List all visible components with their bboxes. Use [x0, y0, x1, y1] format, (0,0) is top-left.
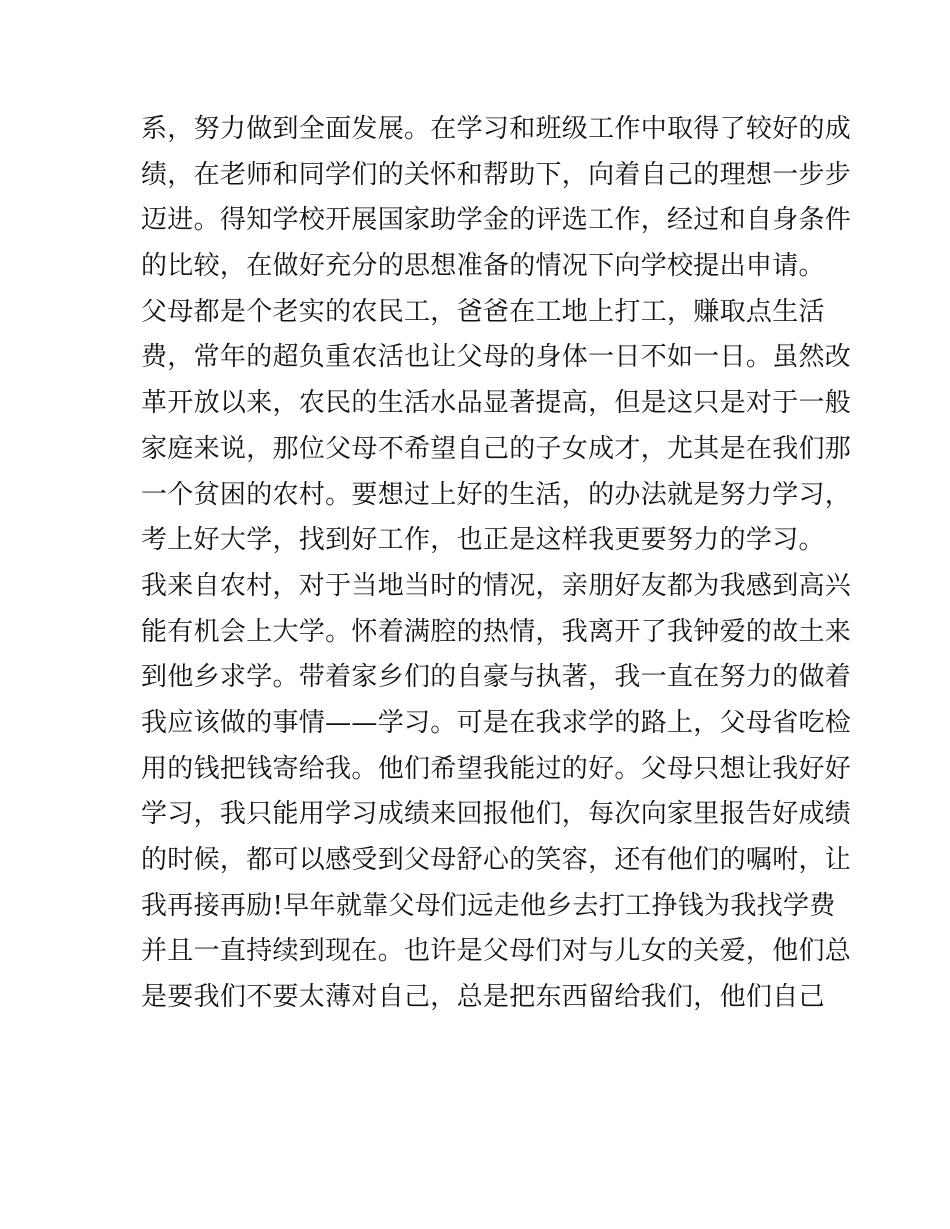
text-line: 一个贫困的农村。要想过上好的生活，的办法就是努力学习， — [141, 479, 852, 510]
text-line: 并且一直持续到现在。也许是父母们对与儿女的关爱，他们总 — [141, 936, 852, 967]
text-line: 家庭来说，那位父母不希望自己的子女成才，尤其是在我们那 — [141, 433, 852, 464]
text-line: 父母都是个老实的农民工，爸爸在工地上打工，赚取点生活 — [141, 296, 825, 327]
text-line: 迈进。得知学校开展国家助学金的评选工作，经过和自身条件 — [141, 205, 852, 236]
text-line: 系，努力做到全面发展。在学习和班级工作中取得了较好的成 — [141, 114, 852, 144]
text-line: 我应该做的事情——学习。可是在我求学的路上，父母省吃检 — [141, 707, 852, 738]
text-line: 的时候，都可以感受到父母舒心的笑容，还有他们的嘱咐，让 — [141, 845, 852, 875]
text-line: 的比较，在做好充分的思想准备的情况下向学校提出申请。 — [141, 251, 825, 282]
text-line: 学习，我只能用学习成绩来回报他们，每次向家里报告好成绩 — [141, 799, 852, 830]
text-line: 绩，在老师和同学们的关怀和帮助下，向着自己的理想一步步 — [141, 159, 852, 190]
text-line: 费，常年的超负重农活也让父母的身体一日不如一日。虽然改 — [141, 342, 852, 373]
text-line: 我再接再励!早年就靠父母们远走他乡去打工挣钱为我找学费 — [141, 890, 836, 921]
text-line: 到他乡求学。带着家乡们的自豪与执著，我一直在努力的做着 — [141, 662, 852, 693]
text-line: 革开放以来，农民的生活水品显著提高，但是这只是对于一般 — [141, 388, 852, 419]
text-line: 我来自农村，对于当地当时的情况，亲朋好友都为我感到高兴 — [141, 570, 852, 601]
body-text — [141, 107, 852, 1021]
text-line: 能有机会上大学。怀着满腔的热情，我离开了我钟爱的故土来 — [141, 616, 852, 647]
text-line: 考上好大学，找到好工作，也正是这样我更要努力的学习。 — [141, 525, 825, 556]
text-line: 用的钱把钱寄给我。他们希望我能过的好。父母只想让我好好 — [141, 753, 852, 784]
text-line: 是要我们不要太薄对自己，总是把东西留给我们，他们自己 — [141, 982, 825, 1013]
